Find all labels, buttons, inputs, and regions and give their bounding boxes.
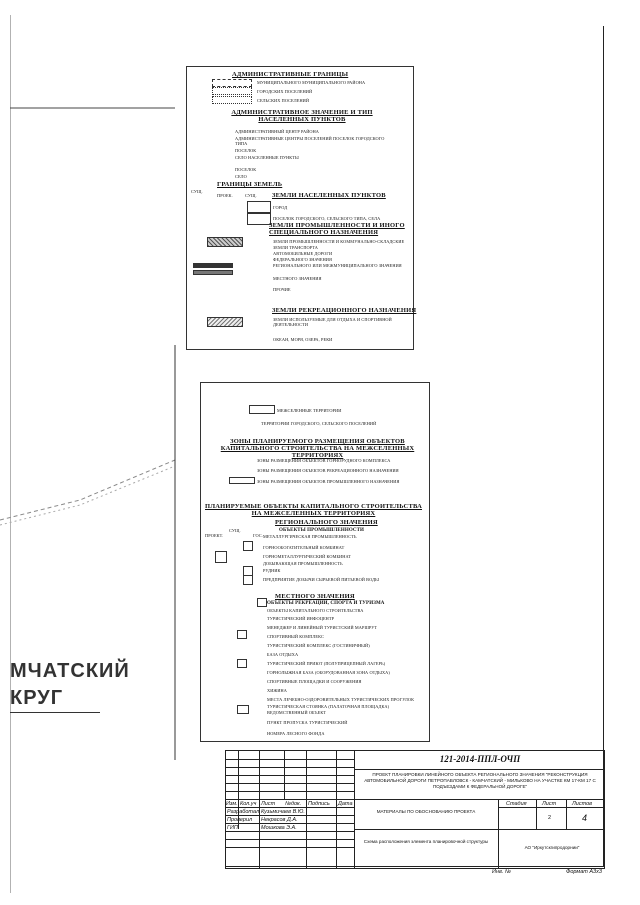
header-signature: Подпись bbox=[308, 801, 330, 807]
legend-item: ТЕРРИТОРИИ ГОРОДСКОГО, СЕЛЬСКОГО ПОСЕЛЕНИЙ bbox=[261, 421, 377, 426]
legend-item: ЗОНЫ РАЗМЕЩЕНИЯ ОБЪЕКТОВ ГОРНОРУДНОГО КОМПЛЕКСА bbox=[257, 458, 391, 463]
legend-item: НОМЕРА ЛЕСНОГО ФОНДА bbox=[267, 731, 325, 736]
legend-item: ТУРИСТИЧЕСКИЙ ПРИЮТ (ПОЛУПРИЦЕПНЫЙ ЛАГЕРЬ) bbox=[267, 661, 386, 666]
legend-item: СЕЛО bbox=[235, 174, 247, 179]
organization-name: АО "Иркутскгипродорнии" bbox=[524, 845, 580, 850]
column-header: СУЩ. bbox=[191, 189, 203, 194]
title-block bbox=[225, 750, 605, 869]
legend-item: ГОРОДСКИХ ПОСЕЛЕНИЙ bbox=[257, 89, 313, 94]
legend-item: ОКЕАН, МОРЯ, ОЗЕРА, РЕКИ bbox=[273, 337, 333, 342]
legend-item: ХИЖИНА bbox=[267, 688, 287, 693]
swatch-village bbox=[247, 213, 271, 225]
column-header: СУЩ. bbox=[245, 193, 257, 198]
legend-subheading: ОБЪЕКТЫ РЕКРЕАЦИИ, СПОРТА И ТУРИЗМА bbox=[267, 601, 385, 606]
column-header: ПРОЕКТ. bbox=[205, 533, 224, 538]
legend-item: ГОРНОЛЫЖНАЯ БАЗА (ОБОРУДОВАННАЯ ЗОНА ОТДЫХА) bbox=[267, 670, 390, 675]
swatch-municipal bbox=[212, 79, 252, 87]
legend-heading-planned-zones: ЗОНЫ ПЛАНИРУЕМОГО РАЗМЕЩЕНИЯ ОБЪЕКТОВ КАПИТАЛЬНОГО СТРОИТЕЛЬСТВА НА МЕЖСЕЛЕННЫХ ТЕРРИТОРИЯХ bbox=[220, 438, 415, 459]
legend-heading-regional: РЕГИОНАЛЬНОГО ЗНАЧЕНИЯ bbox=[275, 519, 378, 526]
sheets-header: Листов bbox=[572, 801, 593, 807]
sheets-count: 4 bbox=[582, 813, 588, 823]
legend-item: ГОРНОМЕТАЛЛУРГИЧЕСКИЙ КОМБИНАТ bbox=[263, 554, 352, 559]
column-header: ГОС. bbox=[253, 533, 263, 538]
legend-panel-bottom bbox=[200, 382, 430, 742]
legend-item: ЗЕМЛИ ПРОМЫШЛЕННОСТИ И КОММУНАЛЬНО-СКЛАДСКИЕ bbox=[273, 239, 405, 244]
swatch-shelter bbox=[237, 659, 247, 668]
project-title: ПРОЕКТ ПЛАНИРОВКИ ЛИНЕЙНОГО ОБЪЕКТА РЕГИОНАЛЬНОГО ЗНАЧЕНИЯ "РЕКОНСТРУКЦИЯ АВТОМОБИЛЬНОЙ ДОРОГИ ПЕТРОПАВЛОВСК - КАМЧАТСКИЙ - МИЛЬКОВО НА УЧАСТКЕ КМ 17-КМ 17 С ПОДЪЕЗДАМИ К ФЕДЕРАЛЬНОЙ ДОРОГЕ" bbox=[364, 772, 596, 789]
swatch-inter-settlement bbox=[249, 405, 275, 414]
header-docnum: №док. bbox=[285, 801, 302, 807]
role-chief-engineer: ГИП bbox=[227, 825, 238, 831]
legend-item: ЗОНЫ РАЗМЕЩЕНИЯ ОБЪЕКТОВ ПРОМЫШЛЕННОГО НАЗНАЧЕНИЯ bbox=[257, 479, 400, 484]
legend-heading-settlement-types: АДМИНИСТРАТИВНОЕ ЗНАЧЕНИЕ И ТИП НАСЕЛЕННЫХ ПУНКТОВ bbox=[231, 109, 373, 123]
legend-item: ДОБЫВАЮЩАЯ ПРОМЫШЛЕННОСТЬ bbox=[263, 561, 343, 566]
legend-item: РЕГИОНАЛЬНОГО ИЛИ МЕЖМУНИЦИПАЛЬНОГО ЗНАЧЕНИЯ bbox=[273, 263, 402, 268]
legend-item: ЗЕМЛИ ИСПОЛЬЗУЕМЫЕ ДЛЯ ОТДЫХА И СПОРТИВНОЙ ДЕЯТЕЛЬНОСТИ bbox=[273, 317, 392, 327]
legend-item: МЕСТА ЛЕЧЕБНО-ОЗДОРОВИТЕЛЬНЫХ ТУРИСТИЧЕСКИХ ПРОГУЛОК bbox=[267, 697, 415, 702]
swatch-local-object bbox=[257, 598, 267, 607]
legend-heading-local: МЕСТНОГО ЗНАЧЕНИЯ bbox=[275, 593, 355, 600]
role-checker: Проверил bbox=[227, 817, 253, 823]
header-date: Дата bbox=[338, 801, 353, 807]
legend-item: ПОСЕЛОК bbox=[235, 167, 257, 172]
legend-item: МЕСТНОГО ЗНАЧЕНИЯ bbox=[273, 276, 322, 281]
legend-item: ФЕДЕРАЛЬНОГО ЗНАЧЕНИЯ bbox=[273, 257, 332, 262]
legend-item: МЕТАЛЛУРГИЧЕСКАЯ ПРОМЫШЛЕННОСТЬ bbox=[263, 534, 357, 539]
legend-item: ПРЕДПРИЯТИЕ ДОБЫЧИ СЫРЬЕВОЙ ПИТЬЕВОЙ ВОДЫ bbox=[263, 577, 379, 582]
swatch-road-local bbox=[193, 270, 233, 275]
legend-item: БАЗА ОТДЫХА bbox=[267, 652, 299, 657]
materials-label: МАТЕРИАЛЫ ПО ОБОСНОВАНИЮ ПРОЕКТА bbox=[376, 809, 476, 814]
legend-item: ГОРОД bbox=[273, 205, 288, 210]
legend-heading-admin-borders: АДМИНИСТРАТИВНЫЕ ГРАНИЦЫ bbox=[232, 71, 349, 78]
swatch-camp bbox=[237, 705, 249, 714]
column-header: ПРОЕК. bbox=[217, 193, 233, 198]
legend-item: МЕЖСЕЛЕННЫЕ ТЕРРИТОРИИ bbox=[277, 408, 342, 413]
swatch-industry bbox=[207, 237, 243, 247]
legend-item: СПОРТИВНЫЕ ПЛОЩАДКИ И СООРУЖЕНИЯ bbox=[267, 679, 362, 684]
legend-item: СЕЛЬСКИХ ПОСЕЛЕНИЙ bbox=[257, 98, 310, 103]
header-count: Кол.уч bbox=[240, 801, 257, 807]
legend-subheading: ОБЪЕКТЫ ПРОМЫШЛЕННОСТИ bbox=[279, 528, 365, 533]
legend-item: МУНИЦИПАЛЬНОГО МУНИЦИПАЛЬНОГО РАЙОНА bbox=[257, 80, 366, 85]
legend-item: АДМИНИСТРАТИВНЫЕ ЦЕНТРЫ ПОСЕЛЕНИЙ ПОСЕЛОК ГОРОДСКОГО ТИПА bbox=[235, 136, 385, 146]
column-header: СУЩ. bbox=[229, 528, 241, 533]
legend-heading-settlement-lands: ЗЕМЛИ НАСЕЛЕННЫХ ПУНКТОВ bbox=[272, 192, 386, 199]
swatch-urban bbox=[212, 87, 252, 95]
document-code: 121-2014-ППЛ-ОЧП bbox=[439, 754, 521, 764]
header-change: Изм. bbox=[226, 801, 238, 807]
legend-item: ТУРИСТИЧЕСКИЙ ИНФОЦЕНТР bbox=[267, 616, 335, 621]
legend-item: ГОРНООБОГАТИТЕЛЬНЫЙ КОМБИНАТ bbox=[263, 545, 345, 550]
swatch-metal bbox=[243, 541, 253, 551]
legend-item: СПОРТИВНЫЙ КОМПЛЕКС bbox=[267, 634, 324, 639]
legend-heading-planned-objects: ПЛАНИРУЕМЫЕ ОБЪЕКТЫ КАПИТАЛЬНОГО СТРОИТЕЛЬСТВА НА МЕЖСЕЛЕННЫХ ТЕРРИТОРИЯХ bbox=[204, 503, 423, 517]
swatch-industry-zone bbox=[229, 477, 255, 484]
sheet-number: 2 bbox=[548, 815, 552, 821]
swatch-recreation bbox=[207, 317, 243, 327]
legend-item: АВТОМОБИЛЬНЫЕ ДОРОГИ bbox=[273, 251, 333, 256]
swatch-sport bbox=[237, 630, 247, 639]
swatch-city bbox=[247, 201, 271, 213]
legend-heading-recreation: ЗЕМЛИ РЕКРЕАЦИОННОГО НАЗНАЧЕНИЯ bbox=[272, 307, 417, 314]
header-sheet: Лист bbox=[261, 801, 276, 807]
sheet-header: Лист bbox=[542, 801, 557, 807]
name-developer: Кузьмичаев В.Ю. bbox=[261, 809, 305, 815]
name-checker: Некрасов Д.А. bbox=[261, 817, 298, 823]
swatch-proj-object bbox=[215, 551, 227, 563]
legend-heading-industry: ЗЕМЛИ ПРОМЫШЛЕННОСТИ И ИНОГО СПЕЦИАЛЬНОГО НАЗНАЧЕНИЯ bbox=[269, 222, 405, 236]
label-underline bbox=[10, 712, 100, 713]
legend-item: ПУНКТ ПРОПУСКА ТУРИСТИЧЕСКИЙ bbox=[267, 720, 348, 725]
legend-item: ОБЪЕКТЫ КАПИТАЛЬНОГО СТРОИТЕЛЬСТВА bbox=[267, 608, 364, 613]
inventory-number-label: Инв. № bbox=[492, 869, 511, 875]
legend-item: ЗЕМЛИ ТРАНСПОРТА bbox=[273, 245, 318, 250]
legend-item: ЗОНЫ РАЗМЕЩЕНИЯ ОБЪЕКТОВ РЕКРЕАЦИОННОГО НАЗНАЧЕНИЯ bbox=[257, 468, 399, 473]
swatch-road-regional bbox=[193, 263, 233, 268]
swatch-water bbox=[243, 575, 253, 585]
legend-panel-top bbox=[186, 66, 417, 350]
legend-item: ВЕДОМСТВЕННЫЙ ОБЪЕКТ bbox=[267, 710, 327, 715]
swatch-rural bbox=[212, 96, 252, 104]
legend-item: РУДНИК bbox=[263, 568, 281, 573]
legend-item: ПОСЕЛОК ГОРОДСКОГО, СЕЛЬСКОГО ТИПА, СЕЛА bbox=[273, 216, 381, 221]
role-developer: Разработал bbox=[227, 809, 260, 815]
map-region-label-line1: МЧАТСКИЙ bbox=[10, 660, 130, 682]
legend-item: ТУРИСТИЧЕСКИЙ КОМПЛЕКС (ГОСТИНИЧНЫЙ) bbox=[267, 643, 370, 648]
legend-item: ТУРИСТИЧЕСКАЯ СТОЯНКА (ПАЛАТОЧНАЯ ПЛОЩАДКА) bbox=[267, 704, 390, 709]
legend-item: СЕЛО НАСЕЛЕННЫЕ ПУНКТЫ bbox=[235, 155, 299, 160]
legend-item: МЕНЕДЖЕР И ЛИНЕЙНЫЙ ТУРИСТСКИЙ МАРШРУТ bbox=[267, 625, 378, 630]
drawing-title: Схема расположения элемента планировочной структуры bbox=[363, 839, 489, 844]
legend-item: ПОСЕЛОК bbox=[235, 148, 257, 153]
map-region-label-line2: КРУГ bbox=[10, 687, 64, 709]
legend-item: АДМИНИСТРАТИВНЫЙ ЦЕНТР РАЙОНА bbox=[235, 129, 320, 134]
legend-item: ПРОЧИЕ bbox=[273, 287, 291, 292]
legend-heading-land-borders: ГРАНИЦЫ ЗЕМЕЛЬ bbox=[217, 181, 283, 188]
name-chief-engineer: Мошкова Э.А. bbox=[261, 825, 297, 831]
format-label: Формат А3х3 bbox=[566, 869, 602, 875]
stage-header: Стадия bbox=[506, 801, 527, 807]
